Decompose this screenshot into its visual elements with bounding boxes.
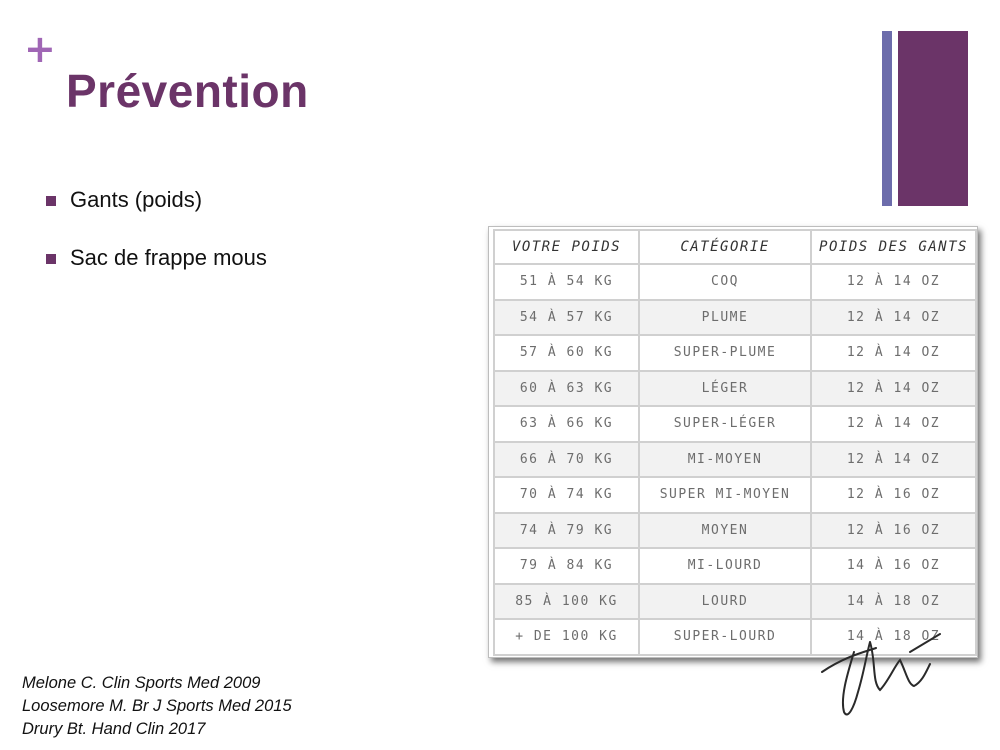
cell-glove-weight: 14 À 16 OZ	[811, 548, 976, 584]
slide-title: Prévention	[66, 65, 309, 117]
cell-glove-weight: 12 À 14 OZ	[811, 300, 976, 336]
table-row	[494, 442, 976, 478]
table-body	[494, 264, 976, 655]
reference-item: Drury Bt. Hand Clin 2017	[22, 720, 206, 738]
cell-weight: 74 À 79 KG	[494, 513, 639, 549]
cell-category: SUPER-LOURD	[639, 619, 811, 655]
bullet-square-icon	[46, 254, 56, 264]
cell-glove-weight: 12 À 14 OZ	[811, 406, 976, 442]
signature-scribble	[814, 612, 954, 722]
cell-category: COQ	[639, 264, 811, 300]
cell-weight: 66 À 70 KG	[494, 442, 639, 478]
cell-glove-weight: 12 À 14 OZ	[811, 442, 976, 478]
reference-item: Melone C. Clin Sports Med 2009	[22, 674, 261, 692]
glove-weight-table-image	[488, 226, 978, 658]
decor-bar-thin	[882, 31, 892, 206]
cell-category: SUPER-LÉGER	[639, 406, 811, 442]
header-category: CATÉGORIE	[639, 230, 811, 264]
cell-weight: 51 À 54 KG	[494, 264, 639, 300]
header-glove-weight: POIDS DES GANTS	[811, 230, 976, 264]
table-row	[494, 513, 976, 549]
bullet-list	[46, 185, 267, 301]
bullet-text: Gants (poids)	[70, 187, 203, 212]
cell-category: SUPER-PLUME	[639, 335, 811, 371]
cell-category: MOYEN	[639, 513, 811, 549]
cell-glove-weight: 12 À 16 OZ	[811, 513, 976, 549]
bullet-item	[46, 185, 267, 243]
table-row	[494, 371, 976, 407]
bullet-item	[46, 243, 267, 301]
table-row	[494, 264, 976, 300]
cell-weight: 85 À 100 KG	[494, 584, 639, 620]
cell-weight: + DE 100 KG	[494, 619, 639, 655]
cell-glove-weight: 12 À 14 OZ	[811, 335, 976, 371]
bullet-square-icon	[46, 196, 56, 206]
cell-category: LOURD	[639, 584, 811, 620]
cell-weight: 70 À 74 KG	[494, 477, 639, 513]
cell-category: MI-LOURD	[639, 548, 811, 584]
cell-glove-weight: 12 À 14 OZ	[811, 371, 976, 407]
table-header-row	[494, 230, 976, 264]
cell-category: LÉGER	[639, 371, 811, 407]
plus-icon: +	[24, 27, 56, 71]
cell-glove-weight: 12 À 14 OZ	[811, 264, 976, 300]
cell-category: SUPER MI-MOYEN	[639, 477, 811, 513]
decor-bar-thick	[898, 31, 968, 206]
header-weight: VOTRE POIDS	[494, 230, 639, 264]
reference-item: Loosemore M. Br J Sports Med 2015	[22, 697, 292, 715]
cell-weight: 60 À 63 KG	[494, 371, 639, 407]
table-row	[494, 548, 976, 584]
cell-category: MI-MOYEN	[639, 442, 811, 478]
cell-weight: 57 À 60 KG	[494, 335, 639, 371]
table-row	[494, 335, 976, 371]
table-row	[494, 477, 976, 513]
cell-glove-weight: 14 À 18 OZ	[811, 619, 976, 655]
cell-weight: 79 À 84 KG	[494, 548, 639, 584]
table-row	[494, 406, 976, 442]
bullet-text: Sac de frappe mous	[70, 245, 267, 270]
cell-weight: 54 À 57 KG	[494, 300, 639, 336]
cell-weight: 63 À 66 KG	[494, 406, 639, 442]
cell-glove-weight: 14 À 18 OZ	[811, 584, 976, 620]
cell-glove-weight: 12 À 16 OZ	[811, 477, 976, 513]
references	[22, 672, 292, 741]
table-row	[494, 300, 976, 336]
cell-category: PLUME	[639, 300, 811, 336]
glove-weight-table	[493, 229, 977, 656]
